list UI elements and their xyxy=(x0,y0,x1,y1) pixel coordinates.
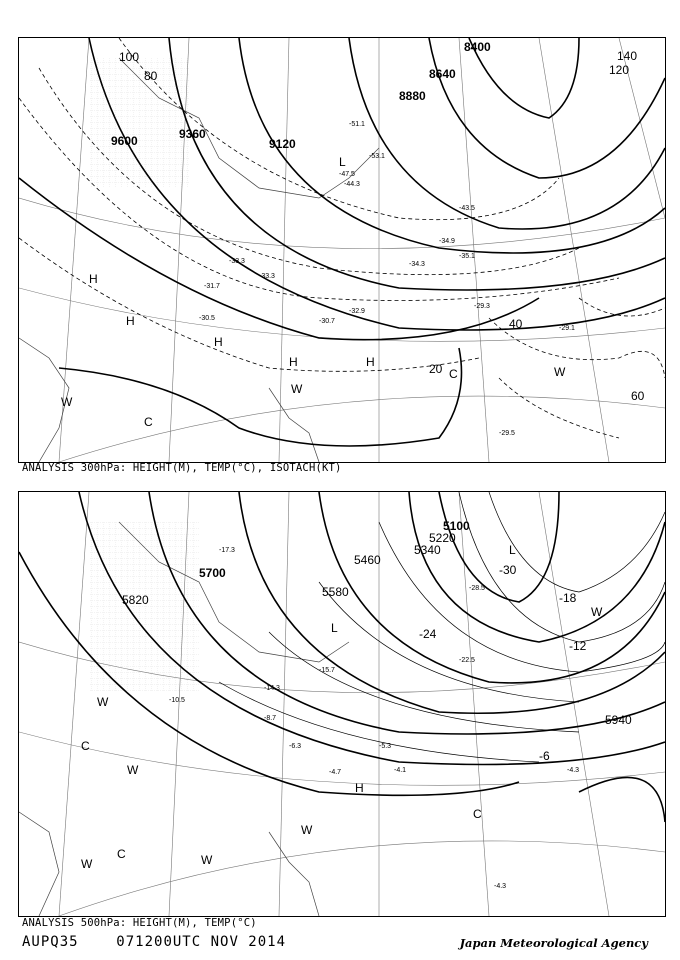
agency-name: Japan Meteorological Agency xyxy=(459,936,648,950)
cold-marker: C xyxy=(81,739,90,753)
height-label: 8880 xyxy=(399,89,426,103)
height-label: 5460 xyxy=(354,553,381,567)
chart-id-and-time xyxy=(22,934,286,950)
high-marker: H xyxy=(126,314,135,328)
warm-marker: W xyxy=(127,763,139,777)
temp-iso-label: -30 xyxy=(499,563,517,577)
stipple xyxy=(89,58,189,188)
height-label: 5940 xyxy=(605,713,632,727)
map-300hpa-canvas xyxy=(19,38,665,462)
high-marker: H xyxy=(214,335,223,349)
temp-obs: -6.3 xyxy=(289,743,302,750)
temp-obs: -47.5 xyxy=(339,171,355,178)
warm-marker: W xyxy=(591,605,603,619)
height-label: 5100 xyxy=(443,519,470,533)
temp-obs: -44.3 xyxy=(344,181,360,188)
temp-obs: -30.5 xyxy=(199,315,215,322)
temp-obs: -32.9 xyxy=(349,308,365,315)
temp-obs: -53.1 xyxy=(369,153,385,160)
temp-obs: -29.3 xyxy=(474,303,490,310)
height-label: 5820 xyxy=(122,593,149,607)
isotach-label: 20 xyxy=(429,362,443,376)
temp-obs: -4.3 xyxy=(567,767,580,774)
cold-marker: C xyxy=(117,847,126,861)
isotach-label: 80 xyxy=(144,69,158,83)
isotach-label: 60 xyxy=(631,389,645,403)
warm-marker: W xyxy=(291,382,303,396)
temp-obs: -34.9 xyxy=(439,238,455,245)
temp-iso-label: -18 xyxy=(559,591,577,605)
warm-marker: W xyxy=(201,853,213,867)
map-300hpa xyxy=(18,37,666,463)
isotach-label: 140 xyxy=(617,49,638,63)
stipple xyxy=(89,522,199,692)
temp-obs: -8.7 xyxy=(264,715,277,722)
temp-obs: -14.3 xyxy=(264,685,280,692)
isotach-label: 40 xyxy=(509,317,523,331)
map-500hpa xyxy=(18,491,666,917)
temp-obs: -17.3 xyxy=(219,547,235,554)
warm-marker: W xyxy=(61,395,73,409)
map-500hpa-canvas xyxy=(19,492,665,916)
temp-obs: -4.1 xyxy=(394,767,407,774)
temp-obs: -10.5 xyxy=(169,697,185,704)
high-marker: H xyxy=(89,272,98,286)
temp-iso-label: -24 xyxy=(419,627,437,641)
low-marker: L xyxy=(331,621,338,635)
temp-iso-label: -12 xyxy=(569,639,587,653)
temp-obs: -29.5 xyxy=(499,430,515,437)
cold-marker: C xyxy=(144,415,153,429)
cold-marker: C xyxy=(473,807,482,821)
chart-code: AUPQ35 xyxy=(22,934,79,950)
warm-marker: W xyxy=(81,857,93,871)
height-label: 8640 xyxy=(429,67,456,81)
isotach-label: 120 xyxy=(609,63,630,77)
height-label: 5700 xyxy=(199,566,226,580)
high-marker: H xyxy=(355,781,364,795)
temp-obs: -29.1 xyxy=(559,325,575,332)
warm-marker: W xyxy=(554,365,566,379)
height-label: 5340 xyxy=(414,543,441,557)
high-marker: H xyxy=(289,355,298,369)
high-marker: H xyxy=(366,355,375,369)
temp-obs: -35.1 xyxy=(459,253,475,260)
temp-obs: -34.3 xyxy=(409,261,425,268)
isotach-label: 100 xyxy=(119,50,140,64)
temp-obs: -30.7 xyxy=(319,318,335,325)
temp-obs: -22.5 xyxy=(459,657,475,664)
caption-300hpa: ANALYSIS 300hPa: HEIGHT(M), TEMP(°C), ISOTACH(KT) xyxy=(22,462,342,474)
warm-marker: W xyxy=(301,823,313,837)
cold-marker: C xyxy=(449,367,458,381)
temp-obs: -4.3 xyxy=(494,883,507,890)
temp-obs: -43.5 xyxy=(459,205,475,212)
height-label: 9600 xyxy=(111,134,138,148)
temp-obs: -15.7 xyxy=(319,667,335,674)
temp-obs: -5.3 xyxy=(379,743,392,750)
temp-obs: -33.3 xyxy=(259,273,275,280)
temp-obs: -31.7 xyxy=(204,283,220,290)
temp-obs: -51.1 xyxy=(349,121,365,128)
height-label: 9120 xyxy=(269,137,296,151)
temp-iso-label: -6 xyxy=(539,749,550,763)
low-marker: L xyxy=(339,155,346,169)
temp-obs: -4.7 xyxy=(329,769,342,776)
low-marker: L xyxy=(509,543,516,557)
height-label: 5220 xyxy=(429,531,456,545)
height-label: 8400 xyxy=(464,40,491,54)
valid-time: 071200UTC NOV 2014 xyxy=(116,934,287,950)
temp-obs: -33.3 xyxy=(229,258,245,265)
temp-obs: -28.5 xyxy=(469,585,485,592)
warm-marker: W xyxy=(97,695,109,709)
height-label: 9360 xyxy=(179,127,206,141)
caption-500hpa: ANALYSIS 500hPa: HEIGHT(M), TEMP(°C) xyxy=(22,917,257,929)
height-label: 5580 xyxy=(322,585,349,599)
